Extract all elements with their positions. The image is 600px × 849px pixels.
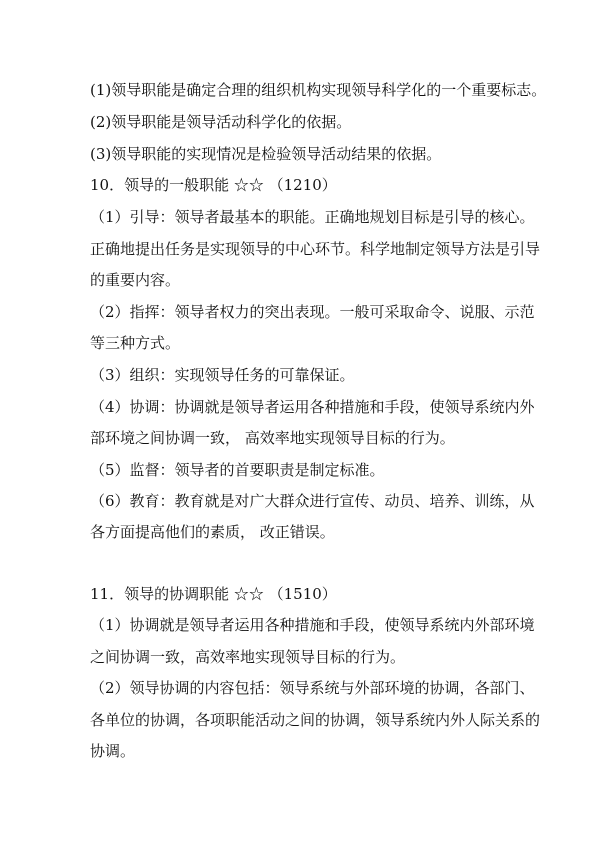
text-line: (2)领导职能是领导活动科学化的依据。 xyxy=(90,113,352,131)
text-line: （1）协调就是领导者运用各种措施和手段，使领导系统内外部环境 xyxy=(90,616,535,634)
text-line: （1）引导：领导者最基本的职能。正确地规划目标是引导的核心。 xyxy=(90,208,535,226)
text-line: (3)领导职能的实现情况是检验领导活动结果的依据。 xyxy=(90,145,442,163)
text-line: 正确地提出任务是实现领导的中心环节。科学地制定领导方法是引导 xyxy=(90,240,541,258)
text-line: 各方面提高他们的素质， 改正错误。 xyxy=(90,523,335,541)
text-line: 的重要内容。 xyxy=(90,271,181,289)
text-line: （2）指挥：领导者权力的突出表现。一般可采取命令、说服、示范 xyxy=(90,303,535,321)
text-line: 之间协调一致，高效率地实现领导目标的行为。 xyxy=(90,648,406,666)
text-line: （4）协调：协调就是领导者运用各种措施和手段，使领导系统内外 xyxy=(90,398,535,416)
section-heading: 11．领导的协调职能 ☆☆ （1510） xyxy=(90,585,337,603)
text-line: 各单位的协调，各项职能活动之间的协调，领导系统内外人际关系的 xyxy=(90,711,541,729)
text-line: 协调。 xyxy=(90,742,136,760)
text-line: （3）组织：实现领导任务的可靠保证。 xyxy=(90,366,355,384)
text-line: （5）监督：领导者的首要职责是制定标准。 xyxy=(90,461,385,479)
text-line: （2）领导协调的内容包括：领导系统与外部环境的协调，各部门、 xyxy=(90,679,535,697)
text-line: 等三种方式。 xyxy=(90,334,181,352)
text-line: （6）教育：教育就是对广大群众进行宣传、动员、培养、训练，从 xyxy=(90,492,535,510)
text-line: (1)领导职能是确定合理的组织机构实现领导科学化的一个重要标志。 xyxy=(90,81,547,99)
section-heading: 10．领导的一般职能 ☆☆ （1210） xyxy=(90,176,337,194)
text-line: 部环境之间协调一致， 高效率地实现领导目标的行为。 xyxy=(90,429,455,447)
